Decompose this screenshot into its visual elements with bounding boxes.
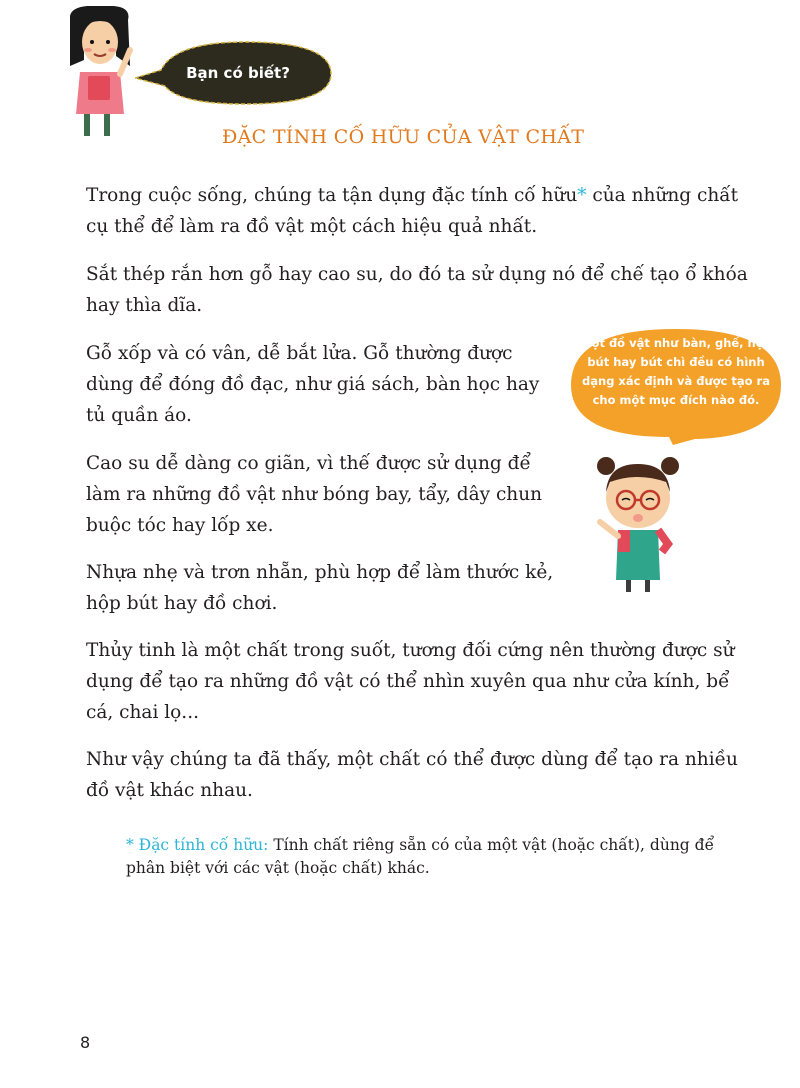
girl-character-illustration: [62, 6, 142, 138]
paragraph-1-text: Trong cuộc sống, chúng ta tận dụng đặc tính cố hữu: [86, 185, 578, 206]
did-you-know-label: Bạn có biết?: [186, 64, 290, 82]
paragraph-3: Gỗ xốp và có vân, dễ bắt lửa. Gỗ thường được dùng để đóng đồ đạc, như giá sách, bàn học hay tủ quần áo.: [86, 343, 540, 426]
paragraph-5: Nhựa nhẹ và trơn nhẵn, phù hợp để làm thước kẻ, hộp bút hay đồ chơi.: [86, 562, 554, 614]
footnote-term: * Đặc tính cố hữu:: [126, 836, 269, 854]
paragraph-2: Sắt thép rắn hơn gỗ hay cao su, do đó ta sử dụng nó để chế tạo ổ khóa hay thìa dĩa.: [86, 264, 748, 316]
footnote-definition: Tính chất riêng sẵn có của một vật (hoặc chất), dùng để phân biệt với các vật (hoặc chất) khác.: [126, 836, 715, 877]
paragraph-7: Như vậy chúng ta đã thấy, một chất có thể được dùng để tạo ra nhiều đồ vật khác nhau.: [86, 749, 738, 801]
paragraph-1-text-rest: của những chất cụ thể để làm ra đồ vật một cách hiệu quả nhất.: [86, 185, 739, 237]
paragraph-1: [86, 180, 754, 242]
page-title: ĐẶC TÍNH CỐ HỮU CỦA VẬT CHẤT: [222, 126, 585, 148]
paragraph-4: Cao su dễ dàng co giãn, vì thế được sử dụng để làm ra những đồ vật như bóng bay, tẩy, dây chun buộc tóc hay lốp xe.: [86, 453, 543, 536]
footnote: [126, 834, 746, 880]
page-number: 8: [80, 1033, 91, 1052]
paragraph-6: Thủy tinh là một chất trong suốt, tương đối cứng nên thường được sử dụng để tạo ra những đồ vật có thể nhìn xuyên qua như cửa kính, bể cá, chai lọ...: [86, 640, 735, 723]
side-bubble-text: Một đồ vật như bàn, ghế, hộp bút hay bút chì đều có hình dạng xác định và được tạo ra cho một mục đích nào đó.: [580, 336, 772, 407]
footnote-marker: *: [577, 185, 587, 206]
girl-with-glasses-illustration: [588, 452, 688, 592]
